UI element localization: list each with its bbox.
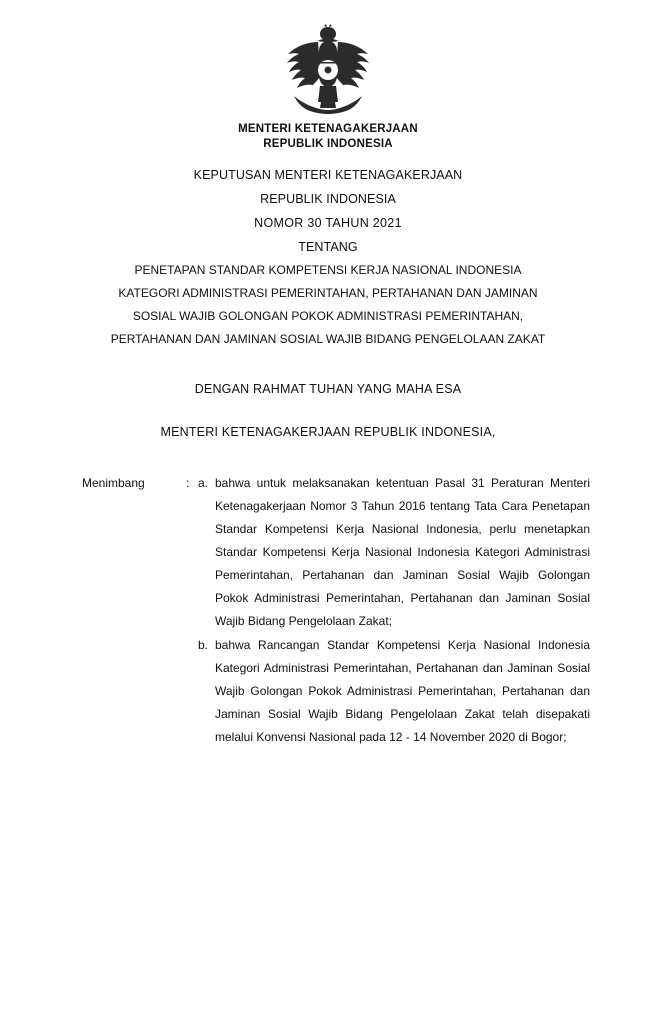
document-number: NOMOR 30 TAHUN 2021 [254, 216, 402, 230]
document-title [0, 163, 656, 259]
considering-label: Menimbang [82, 476, 145, 490]
document-subject [0, 259, 656, 351]
title-about: TENTANG [298, 240, 358, 254]
title-line-1: KEPUTUSAN MENTERI KETENAGAKERJAAN [193, 168, 463, 182]
list-item-marker: b. [198, 638, 209, 652]
considering-section [0, 472, 656, 749]
list-item [198, 634, 590, 749]
garuda-pancasila-emblem [0, 24, 656, 116]
authority-text: MENTERI KETENAGAKERJAAN REPUBLIK INDONESIA, [160, 425, 496, 439]
subject-line-1: PENETAPAN STANDAR KOMPETENSI KERJA NASIONAL INDONESIA [134, 263, 522, 277]
document-page [0, 24, 656, 1024]
considering-colon: : [186, 476, 190, 490]
ministry-line-1: MENTERI KETENAGAKERJAAN [238, 123, 418, 135]
motto-text: DENGAN RAHMAT TUHAN YANG MAHA ESA [194, 382, 462, 396]
title-line-2: REPUBLIK INDONESIA [260, 192, 396, 206]
list-item [198, 472, 590, 633]
considering-items [198, 472, 590, 749]
ministry-header [0, 122, 656, 152]
list-item-marker: a. [198, 476, 209, 490]
subject-line-3: SOSIAL WAJIB GOLONGAN POKOK ADMINISTRASI PEMERINTAHAN, [132, 309, 524, 323]
subject-line-4: PERTAHANAN DAN JAMINAN SOSIAL WAJIB BIDANG PENGELOLAAN ZAKAT [110, 332, 546, 346]
ministry-line-2: REPUBLIK INDONESIA [263, 138, 393, 150]
subject-line-2: KATEGORI ADMINISTRASI PEMERINTAHAN, PERTAHANAN DAN JAMINAN [118, 286, 538, 300]
list-item-text: bahwa Rancangan Standar Kompetensi Kerja Nasional Indonesia Kategori Administrasi Pemerintahan, Pertahanan dan Jaminan Sosial Wajib Golongan Pokok Administrasi Pemerintahan, Pertahanan dan Jaminan Sosial Wajib Bidang Pengelolaan Zakat telah disepakati melalui Konvensi Nasional pada 12 - 14 November 2020 di Bogor; [215, 638, 590, 744]
list-item-text: bahwa untuk melaksanakan ketentuan Pasal 31 Peraturan Menteri Ketenagakerjaan Nomor 3 Tahun 2016 tentang Tata Cara Penetapan Standar Kompetensi Kerja Nasional Indonesia, perlu menetapkan Standar Kompetensi Kerja Nasional Indonesia Kategori Administrasi Pemerintahan, Pertahanan dan Jaminan Sosial Wajib Golongan Pokok Administrasi Pemerintahan, Pertahanan dan Jaminan Sosial Wajib Bidang Pengelolaan Zakat; [215, 476, 590, 628]
